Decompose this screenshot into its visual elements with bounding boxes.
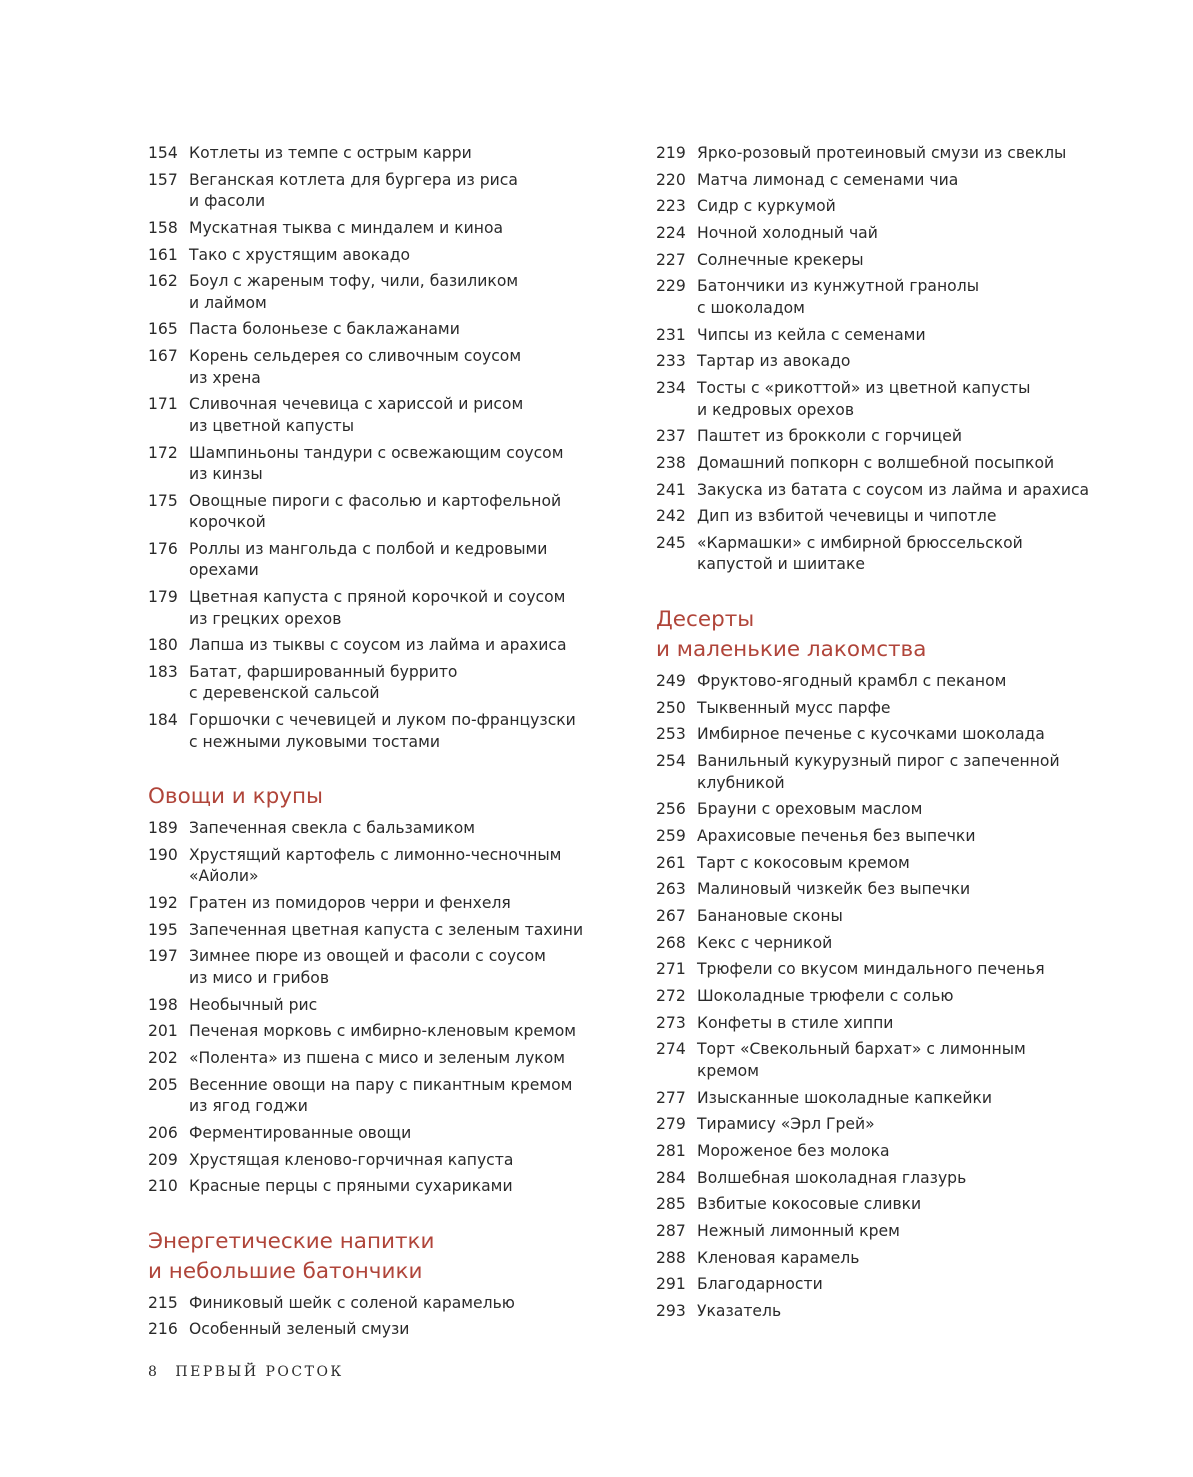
toc-entry-title: Цветная капуста с пряной корочкой и соусом из грецких орехов xyxy=(189,588,566,628)
toc-entry-title: Батончики из кунжутной гранолы с шоколадом xyxy=(697,277,980,317)
toc-page-number: 272 xyxy=(656,987,686,1005)
toc-entry-title: Зимнее пюре из овощей и фасоли с соусом из мисо и грибов xyxy=(189,947,546,987)
toc-entry xyxy=(148,818,608,840)
toc-entry xyxy=(656,671,1116,693)
toc-entry-title: Благодарности xyxy=(697,1275,823,1294)
toc-page-number: 184 xyxy=(148,711,178,730)
toc-page-number: 250 xyxy=(656,698,686,717)
toc-entry xyxy=(148,1021,608,1043)
toc-entry xyxy=(656,325,1116,347)
toc-entry-title: Веганская котлета для бургера из риса и фасоли xyxy=(189,170,518,211)
toc-entry-title: Банановые сконы xyxy=(697,906,843,925)
toc-page-number: 287 xyxy=(656,1222,686,1240)
toc-entry xyxy=(656,1301,1116,1323)
toc-page-number: 202 xyxy=(148,1048,178,1067)
toc-page-number: 192 xyxy=(148,894,178,912)
toc-page-number: 293 xyxy=(656,1302,686,1321)
section-heading: Овощи и крупы xyxy=(148,784,324,810)
toc-page-number: 277 xyxy=(656,1088,686,1107)
toc-entry-title: Шампиньоны тандури с освежающим соусом из кинзы xyxy=(189,443,564,483)
toc-page-number: 288 xyxy=(656,1248,686,1267)
toc-entry-title: «Полента» из пшена с мисо и зеленым луком xyxy=(189,1048,566,1067)
toc-entry-title: Кекс с черникой xyxy=(697,933,833,952)
toc-page-number: 171 xyxy=(148,395,178,414)
toc-entry xyxy=(656,453,1116,475)
toc-entry-title: Тирамису «Эрл Грей» xyxy=(697,1115,875,1134)
toc-entry-title: Шоколадные трюфели с солью xyxy=(697,987,954,1005)
toc-entry-title: Ярко-розовый протеиновый смузи из свеклы xyxy=(697,144,1067,162)
toc-page-number: 233 xyxy=(656,352,686,371)
toc-page-number: 249 xyxy=(656,671,686,690)
toc-page-number: 284 xyxy=(656,1168,686,1187)
toc-entry xyxy=(656,1194,1116,1216)
toc-entry-title: Мускатная тыква с миндалем и киноа xyxy=(189,218,504,237)
toc-entry-title: Торт «Свекольный бархат» с лимонным кремом xyxy=(697,1040,1026,1080)
toc-entry-title: Тартар из авокадо xyxy=(697,352,851,371)
section-heading: Десерты и маленькие лакомства xyxy=(656,606,927,662)
toc-page-number: 259 xyxy=(656,826,686,845)
toc-entry xyxy=(656,480,1116,502)
toc-entry xyxy=(148,346,608,389)
toc-entry xyxy=(656,1221,1116,1243)
toc-page-number: 201 xyxy=(148,1022,178,1041)
toc-entry-title: Матча лимонад с семенами чиа xyxy=(697,170,959,189)
toc-entry-title: Хрустящий картофель с лимонно-чесночным «Айоли» xyxy=(189,845,562,886)
toc-page-number: 165 xyxy=(148,320,178,339)
toc-entry xyxy=(656,223,1116,245)
toc-entry xyxy=(656,1274,1116,1296)
toc-page-number: 210 xyxy=(148,1177,178,1196)
toc-entry-title: Нежный лимонный крем xyxy=(697,1222,900,1240)
toc-entry-title: Тосты с «рикоттой» из цветной капусты и кедровых орехов xyxy=(697,379,1031,419)
toc-entry-title: Имбирное печенье с кусочками шоколада xyxy=(697,725,1045,744)
toc-entry xyxy=(148,394,608,437)
toc-page-number: 242 xyxy=(656,507,686,526)
toc-entry-title: Домашний попкорн с волшебной посыпкой xyxy=(697,453,1055,472)
toc-page-number: 219 xyxy=(656,144,686,162)
toc-page-number: 179 xyxy=(148,588,178,607)
toc-entry-title: Сидр с куркумой xyxy=(697,197,836,216)
toc-page-number: 209 xyxy=(148,1150,178,1169)
toc-right-column xyxy=(656,143,1116,1328)
toc-entry xyxy=(656,1114,1116,1136)
toc-page-number: 183 xyxy=(148,662,178,681)
section-heading: Энергетические напитки и небольшие батончики xyxy=(148,1228,435,1284)
toc-page-number: 238 xyxy=(656,453,686,472)
toc-entry xyxy=(148,1075,608,1118)
toc-page-number: 189 xyxy=(148,819,178,838)
toc-entry xyxy=(656,1248,1116,1270)
toc-page-number: 245 xyxy=(656,533,686,552)
toc-entry xyxy=(148,218,608,240)
toc-entry xyxy=(148,995,608,1017)
toc-entry-title: Мороженое без молока xyxy=(697,1141,890,1160)
toc-entry xyxy=(148,271,608,314)
toc-entry-title: Трюфели со вкусом миндального печенья xyxy=(697,960,1045,979)
toc-entry xyxy=(148,893,608,915)
toc-entry xyxy=(656,879,1116,901)
toc-entry xyxy=(148,245,608,267)
toc-entry xyxy=(148,710,608,753)
toc-page-number: 227 xyxy=(656,250,686,269)
toc-page-number: 229 xyxy=(656,277,686,296)
toc-page-number: 161 xyxy=(148,245,178,264)
toc-entry-title: Запеченная цветная капуста с зеленым тахини xyxy=(189,920,584,939)
toc-entry-title: Ферментированные овощи xyxy=(189,1123,412,1142)
toc-entry xyxy=(656,751,1116,794)
toc-entry-title: Указатель xyxy=(697,1302,782,1321)
toc-entry xyxy=(656,698,1116,720)
toc-page-number: 215 xyxy=(148,1293,178,1312)
toc-page-number: 158 xyxy=(148,218,178,237)
toc-page-number: 172 xyxy=(148,443,178,462)
footer-book-title: ПЕРВЫЙ РОСТОК xyxy=(175,1364,344,1380)
toc-entry xyxy=(148,539,608,582)
toc-entry-title: Боул с жареным тофу, чили, базиликом и лаймом xyxy=(189,272,519,312)
toc-entry xyxy=(148,1176,608,1198)
toc-entry xyxy=(656,196,1116,218)
toc-entry xyxy=(148,491,608,534)
toc-page-number: 162 xyxy=(148,272,178,291)
toc-page-number: 180 xyxy=(148,636,178,655)
toc-entry xyxy=(656,799,1116,821)
toc-entry xyxy=(148,1123,608,1145)
toc-page-number: 237 xyxy=(656,427,686,446)
toc-page-number: 195 xyxy=(148,920,178,939)
toc-entry xyxy=(656,1141,1116,1163)
toc-entry xyxy=(656,250,1116,272)
toc-entry-title: Финиковый шейк с соленой карамелью xyxy=(189,1293,515,1312)
toc-entry xyxy=(656,1013,1116,1035)
toc-entry-title: Хрустящая кленово-горчичная капуста xyxy=(189,1150,514,1169)
toc-entry xyxy=(148,1048,608,1070)
toc-entry-title: Печеная морковь с имбирно-кленовым кремом xyxy=(189,1022,577,1041)
toc-entry xyxy=(148,1293,608,1315)
toc-page-number: 254 xyxy=(656,752,686,770)
toc-entry-title: Котлеты из темпе с острым карри xyxy=(189,144,472,162)
toc-entry xyxy=(148,319,608,341)
toc-page-number: 271 xyxy=(656,960,686,979)
toc-entry-title: Взбитые кокосовые сливки xyxy=(697,1195,922,1214)
toc-entry xyxy=(148,946,608,989)
toc-entry-title: Весенние овощи на пару с пикантным кремом из ягод годжи xyxy=(189,1075,573,1116)
toc-entry-title: Фруктово-ягодный крамбл с пеканом xyxy=(697,671,1007,690)
toc-entry xyxy=(656,1168,1116,1190)
toc-entry xyxy=(656,506,1116,528)
toc-entry xyxy=(148,635,608,657)
toc-entry-title: Малиновый чизкейк без выпечки xyxy=(697,880,971,899)
toc-entry-title: Тыквенный мусс парфе xyxy=(697,698,891,717)
toc-entry xyxy=(656,533,1116,576)
toc-entry xyxy=(656,170,1116,192)
page-footer xyxy=(148,1364,344,1380)
toc-entry xyxy=(656,959,1116,981)
toc-page-number: 206 xyxy=(148,1123,178,1142)
toc-entry xyxy=(148,1319,608,1341)
toc-entry xyxy=(656,933,1116,955)
toc-entry-title: Корень сельдерея со сливочным соусом из хрена xyxy=(189,347,522,387)
toc-entry-title: Особенный зеленый смузи xyxy=(189,1320,410,1339)
toc-page-number: 253 xyxy=(656,725,686,744)
toc-page-number: 198 xyxy=(148,995,178,1014)
toc-page-number: 224 xyxy=(656,224,686,243)
toc-entry xyxy=(656,1088,1116,1110)
toc-entry xyxy=(656,276,1116,319)
toc-entry-title: Ванильный кукурузный пирог с запеченной клубникой xyxy=(697,752,1060,792)
toc-entry-title: Арахисовые печенья без выпечки xyxy=(697,826,976,845)
toc-entry-title: Запеченная свекла с бальзамиком xyxy=(189,819,476,838)
toc-entry-title: Кленовая карамель xyxy=(697,1248,860,1267)
toc-entry-title: Волшебная шоколадная глазурь xyxy=(697,1168,967,1187)
toc-entry xyxy=(148,662,608,705)
toc-page-number: 274 xyxy=(656,1040,686,1059)
toc-page-number: 268 xyxy=(656,933,686,952)
toc-entry xyxy=(148,1150,608,1172)
toc-entry-title: Необычный рис xyxy=(189,995,318,1014)
toc-entry xyxy=(656,351,1116,373)
toc-page-number: 273 xyxy=(656,1013,686,1032)
toc-page-number: 231 xyxy=(656,325,686,344)
toc-entry-title: Красные перцы с пряными сухариками xyxy=(189,1177,513,1196)
toc-entry-title: Батат, фаршированный буррито с деревенской сальсой xyxy=(189,662,458,703)
toc-entry xyxy=(656,143,1116,165)
footer-page-number: 8 xyxy=(148,1364,160,1380)
toc-page-number: 285 xyxy=(656,1195,686,1214)
toc-page-number: 167 xyxy=(148,347,178,366)
toc-entry xyxy=(148,143,608,165)
toc-entry xyxy=(656,826,1116,848)
toc-entry xyxy=(148,443,608,486)
toc-page-number: 176 xyxy=(148,539,178,558)
toc-page-number: 175 xyxy=(148,491,178,510)
toc-entry xyxy=(656,906,1116,928)
toc-page-number: 216 xyxy=(148,1320,178,1339)
toc-entry-title: Роллы из мангольда с полбой и кедровыми орехами xyxy=(189,539,548,580)
toc-entry-title: Тарт с кокосовым кремом xyxy=(697,853,910,872)
toc-page-number: 263 xyxy=(656,880,686,899)
toc-page-number: 190 xyxy=(148,845,178,864)
toc-entry-title: Солнечные крекеры xyxy=(697,250,864,269)
toc-entry-title: Гратен из помидоров черри и фенхеля xyxy=(189,894,511,912)
toc-page-number: 267 xyxy=(656,906,686,925)
toc-entry-title: Овощные пироги с фасолью и картофельной корочкой xyxy=(189,491,562,532)
toc-page-number: 279 xyxy=(656,1115,686,1134)
toc-entry-title: Конфеты в стиле хиппи xyxy=(697,1013,894,1032)
toc-page-number: 234 xyxy=(656,379,686,397)
toc-entry-title: Паштет из брокколи с горчицей xyxy=(697,427,962,446)
toc-page-number: 157 xyxy=(148,170,178,189)
toc-entry xyxy=(148,920,608,942)
toc-entry xyxy=(656,426,1116,448)
toc-entry-title: Ночной холодный чай xyxy=(697,224,878,243)
toc-page-number: 256 xyxy=(656,800,686,819)
toc-entry xyxy=(656,1039,1116,1082)
toc-entry-title: Паста болоньезе с баклажанами xyxy=(189,320,460,339)
toc-page-number: 223 xyxy=(656,197,686,216)
toc-page-number: 205 xyxy=(148,1075,178,1094)
toc-entry-title: «Кармашки» с имбирной брюссельской капустой и шиитаке xyxy=(697,533,1023,574)
toc-left-column xyxy=(148,143,608,1346)
toc-entry-title: Тако с хрустящим авокадо xyxy=(189,245,411,264)
toc-entry xyxy=(656,378,1116,421)
toc-entry xyxy=(656,986,1116,1008)
toc-page-number: 241 xyxy=(656,480,686,499)
toc-entry-title: Изысканные шоколадные капкейки xyxy=(697,1088,993,1107)
toc-page-number: 261 xyxy=(656,853,686,872)
toc-entry-title: Закуска из батата с соусом из лайма и арахиса xyxy=(697,480,1090,499)
toc-entry-title: Дип из взбитой чечевицы и чипотле xyxy=(697,507,997,526)
toc-entry xyxy=(656,853,1116,875)
toc-entry xyxy=(148,845,608,888)
toc-page-number: 154 xyxy=(148,144,178,162)
toc-page-number: 291 xyxy=(656,1275,686,1294)
toc-page-number: 281 xyxy=(656,1141,686,1160)
toc-entry xyxy=(656,724,1116,746)
toc-entry-title: Чипсы из кейла с семенами xyxy=(697,325,926,344)
toc-page-number: 220 xyxy=(656,170,686,189)
toc-entry-title: Лапша из тыквы с соусом из лайма и арахиса xyxy=(189,636,567,655)
toc-entry-title: Брауни с ореховым маслом xyxy=(697,800,923,819)
toc-entry-title: Сливочная чечевица с хариссой и рисом из цветной капусты xyxy=(189,395,524,435)
toc-entry-title: Горшочки с чечевицей и луком по-французски с нежными луковыми тостами xyxy=(189,711,576,751)
toc-entry xyxy=(148,587,608,630)
toc-entry xyxy=(148,170,608,213)
toc-page-number: 197 xyxy=(148,947,178,966)
